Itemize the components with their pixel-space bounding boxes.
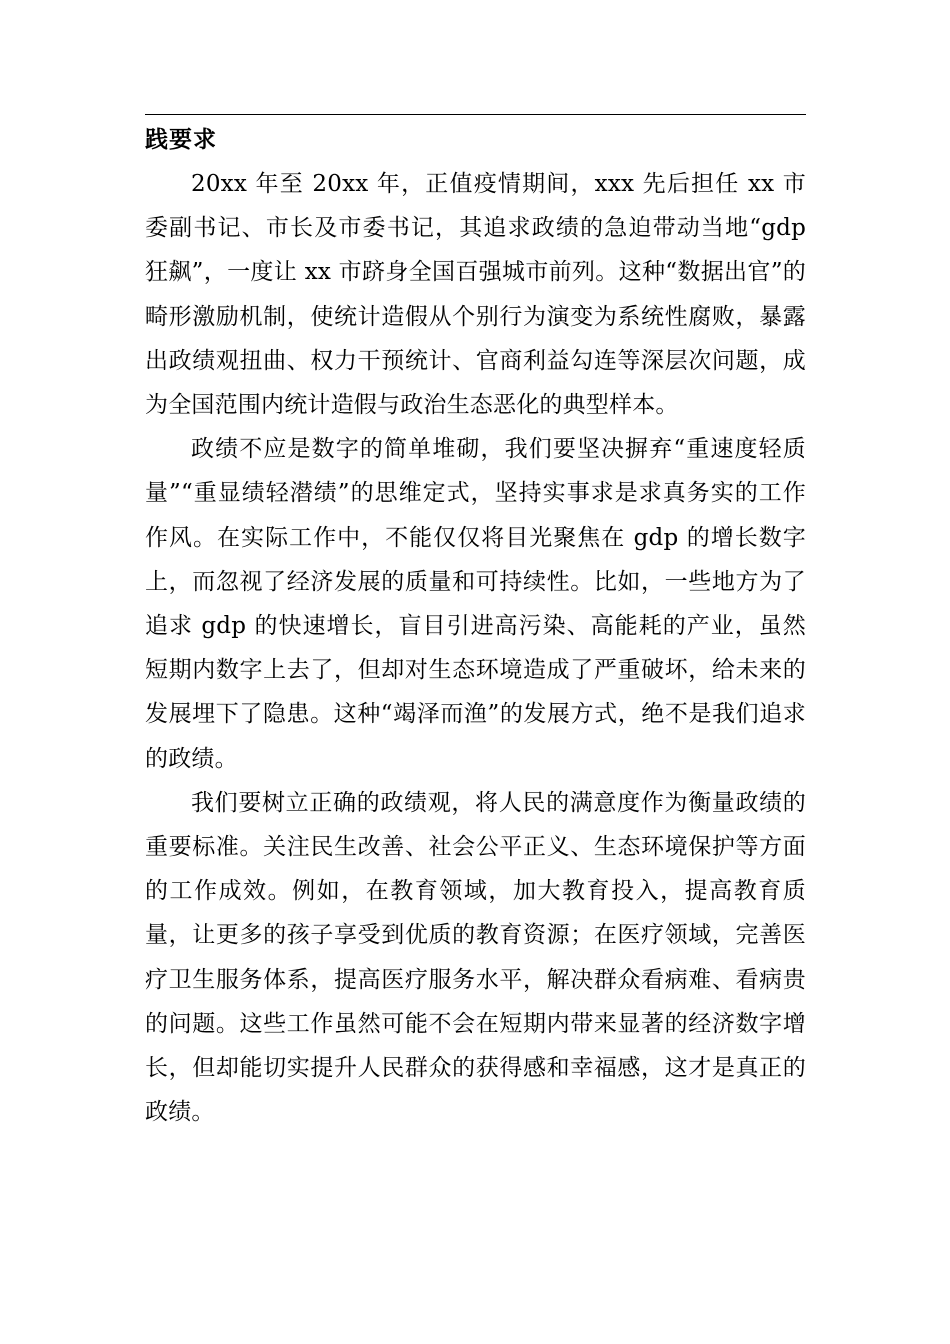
document-body <box>145 118 806 1134</box>
paragraph: 我们要树立正确的政绩观，将人民的满意度作为衡量政绩的重要标准。关注民生改善、社会公平正义、生态环境保护等方面的工作成效。例如，在教育领域，加大教育投入，提高教育质量，让更多的孩子享受到优质的教育资源；在医疗领域，完善医疗卫生服务体系，提高医疗服务水平，解决群众看病难、看病贵的问题。这些工作虽然可能不会在短期内带来显著的经济数字增长，但却能切实提升人民群众的获得感和幸福感，这才是真正的政绩。 <box>145 789 806 1126</box>
paragraph: 20xx 年至 20xx 年，正值疫情期间，xxx 先后担任 xx 市委副书记、市长及市委书记，其追求政绩的急迫带动当地“gdp 狂飙”，一度让 xx 市跻身全国百强城市前列。这种“数据出官”的畸形激励机制，使统计造假从个别行为演变为系统性腐败，暴露出政绩观扭曲、权力干预统计、官商利益勾连等深层次问题，成为全国范围内统计造假与政治生态恶化的典型样本。 <box>145 171 806 419</box>
header-rule <box>145 114 806 115</box>
section-heading: 践要求 <box>145 126 217 153</box>
paragraph: 政绩不应是数字的简单堆砌，我们要坚决摒弃“重速度轻质量”“重显绩轻潜绩”的思维定式，坚持实事求是求真务实的工作作风。在实际工作中，不能仅仅将目光聚焦在 gdp 的增长数字上，而忽视了经济发展的质量和可持续性。比如，一些地方为了追求 gdp 的快速增长，盲目引进高污染、高能耗的产业，虽然短期内数字上去了，但却对生态环境造成了严重破坏，给未来的发展埋下了隐患。这种“竭泽而渔”的发展方式，绝不是我们追求的政绩。 <box>145 436 806 772</box>
